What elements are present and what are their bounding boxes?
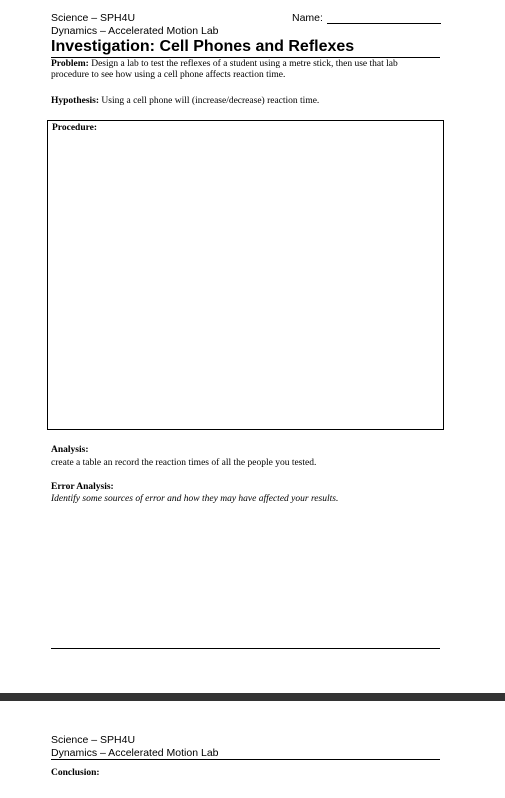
name-field (292, 12, 441, 24)
title-rule (51, 57, 440, 58)
name-blank-line (327, 13, 441, 24)
hypothesis-label: Hypothesis: (51, 96, 100, 106)
page-title: Investigation: Cell Phones and Reflexes (51, 38, 355, 55)
name-label: Name: (292, 12, 323, 24)
error-analysis-label: Error Analysis: (51, 482, 114, 492)
problem-label: Problem: (51, 59, 89, 69)
problem-statement (51, 59, 436, 81)
hypothesis-text: Using a cell phone will (increase/decrease) reaction time. (99, 96, 320, 106)
error-analysis-text: Identify some sources of error and how they may have affected your results. (51, 494, 339, 504)
course-header: Science – SPH4U (51, 12, 136, 24)
analysis-text: create a table an record the reaction times of all the people you tested. (51, 458, 317, 468)
procedure-label: Procedure: (52, 123, 98, 133)
course-header-2: Science – SPH4U (51, 734, 136, 746)
conclusion-label: Conclusion: (51, 768, 100, 778)
footer-rule (51, 648, 440, 649)
unit-header-2: Dynamics – Accelerated Motion Lab (51, 747, 219, 759)
procedure-box (47, 120, 444, 430)
unit-header: Dynamics – Accelerated Motion Lab (51, 25, 219, 37)
header-rule-2 (51, 759, 440, 760)
analysis-label: Analysis: (51, 445, 89, 455)
hypothesis-statement (51, 96, 436, 107)
page-separator (0, 693, 505, 701)
worksheet-page-2 (0, 701, 505, 798)
problem-text: Design a lab to test the reflexes of a student using a metre stick, then use that lab procedure to see how using a cell phone affects reaction time. (51, 59, 398, 80)
